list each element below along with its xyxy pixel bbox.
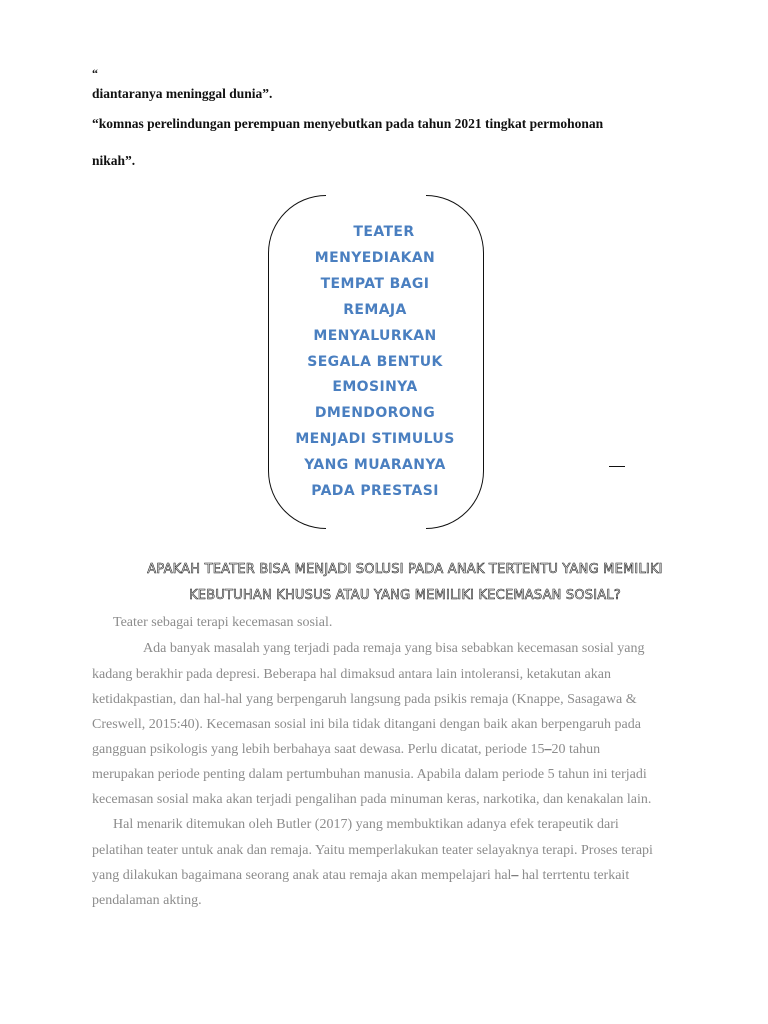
callout-line: SEGALA BENTUK	[307, 353, 443, 370]
paragraph-2-line: Hal menarik ditemukan oleh Butler (2017) yang membuktikan adanya efek terapeutik dari	[113, 817, 619, 832]
callout-line: MENYALURKAN	[313, 327, 437, 344]
callout-line: YANG MUARANYA	[304, 457, 446, 474]
callout-line: TEATER	[353, 224, 415, 240]
body-subheading: Teater sebagai terapi kecemasan sosial.	[113, 615, 333, 630]
callout-line: PADA PRESTASI	[311, 483, 439, 500]
paragraph-2-text: hal terrtentu terkait	[518, 868, 630, 883]
callout-text	[290, 220, 460, 505]
top-line-2: “komnas perelindungan perempuan menyebutkan pada tahun 2021 tingkat permohonan	[92, 116, 604, 131]
paragraph-2-text: yang dilakukan bagaimana seorang anak atau remaja akan mempelajari hal	[92, 868, 512, 883]
paragraph-1-text: 20 tahun	[551, 742, 601, 757]
callout-line: DMENDORONG	[314, 405, 436, 422]
paragraph-1-line: kadang berakhir pada depresi. Beberapa hal dimaksud antara lain intoleransi, ketakutan akan	[92, 667, 611, 682]
paragraph-1-line: Creswell, 2015:40). Kecemasan sosial ini bila tidak ditangani dengan baik akan berpengaruh pada	[92, 717, 641, 732]
paragraph-1-line: kecemasan sosial maka akan terjadi pengalihan pada minuman keras, narkotika, dan kenakalan lain.	[92, 792, 652, 807]
paragraph-1-line	[92, 742, 600, 758]
callout-line: MENJADI STIMULUS	[295, 431, 455, 448]
callout-line: TEMPAT BAGI	[320, 275, 430, 292]
paragraph-1-text: gangguan psikologis yang lebih berbahaya saat dewasa. Perlu dicatat, periode 15	[92, 742, 545, 757]
paragraph-2-line	[92, 868, 629, 884]
section-heading-line-2: KEBUTUHAN KHUSUS ATAU YANG MEMILIKI KECEMASAN SOSIAL?	[189, 588, 621, 603]
stray-dash	[609, 466, 625, 467]
paragraph-1-line: ketidakpastian, dan hal-hal yang berpengaruh langsung pada psikis remaja (Knappe, Sasagawa &	[92, 692, 637, 707]
dash-glyph: –	[511, 868, 519, 883]
paragraph-1-line: Ada banyak masalah yang terjadi pada remaja yang bisa sebabkan kecemasan sosial yang	[143, 641, 645, 656]
top-line-3: nikah”.	[92, 153, 136, 168]
paragraph-1-line: merupakan periode penting dalam pertumbuhan manusia. Apabila dalam periode 5 tahun ini terjadi	[92, 767, 647, 782]
callout-line: EMOSINYA	[332, 379, 418, 396]
paragraph-2-line: pendalaman akting.	[92, 893, 202, 908]
paragraph-2-line: pelatihan teater untuk anak dan remaja. Yaitu memperlakukan teater selayaknya terapi. Proses terapi	[92, 843, 653, 858]
dash-glyph: –	[544, 742, 552, 757]
top-line-1: diantaranya meninggal dunia”.	[92, 86, 273, 101]
callout-line: MENYEDIAKAN	[314, 249, 436, 266]
callout-line: REMAJA	[343, 301, 407, 318]
section-heading-line-1: APAKAH TEATER BISA MENJADI SOLUSI PADA ANAK TERTENTU YANG MEMILIKI	[147, 562, 663, 577]
opening-quote-mark: “	[92, 66, 98, 80]
